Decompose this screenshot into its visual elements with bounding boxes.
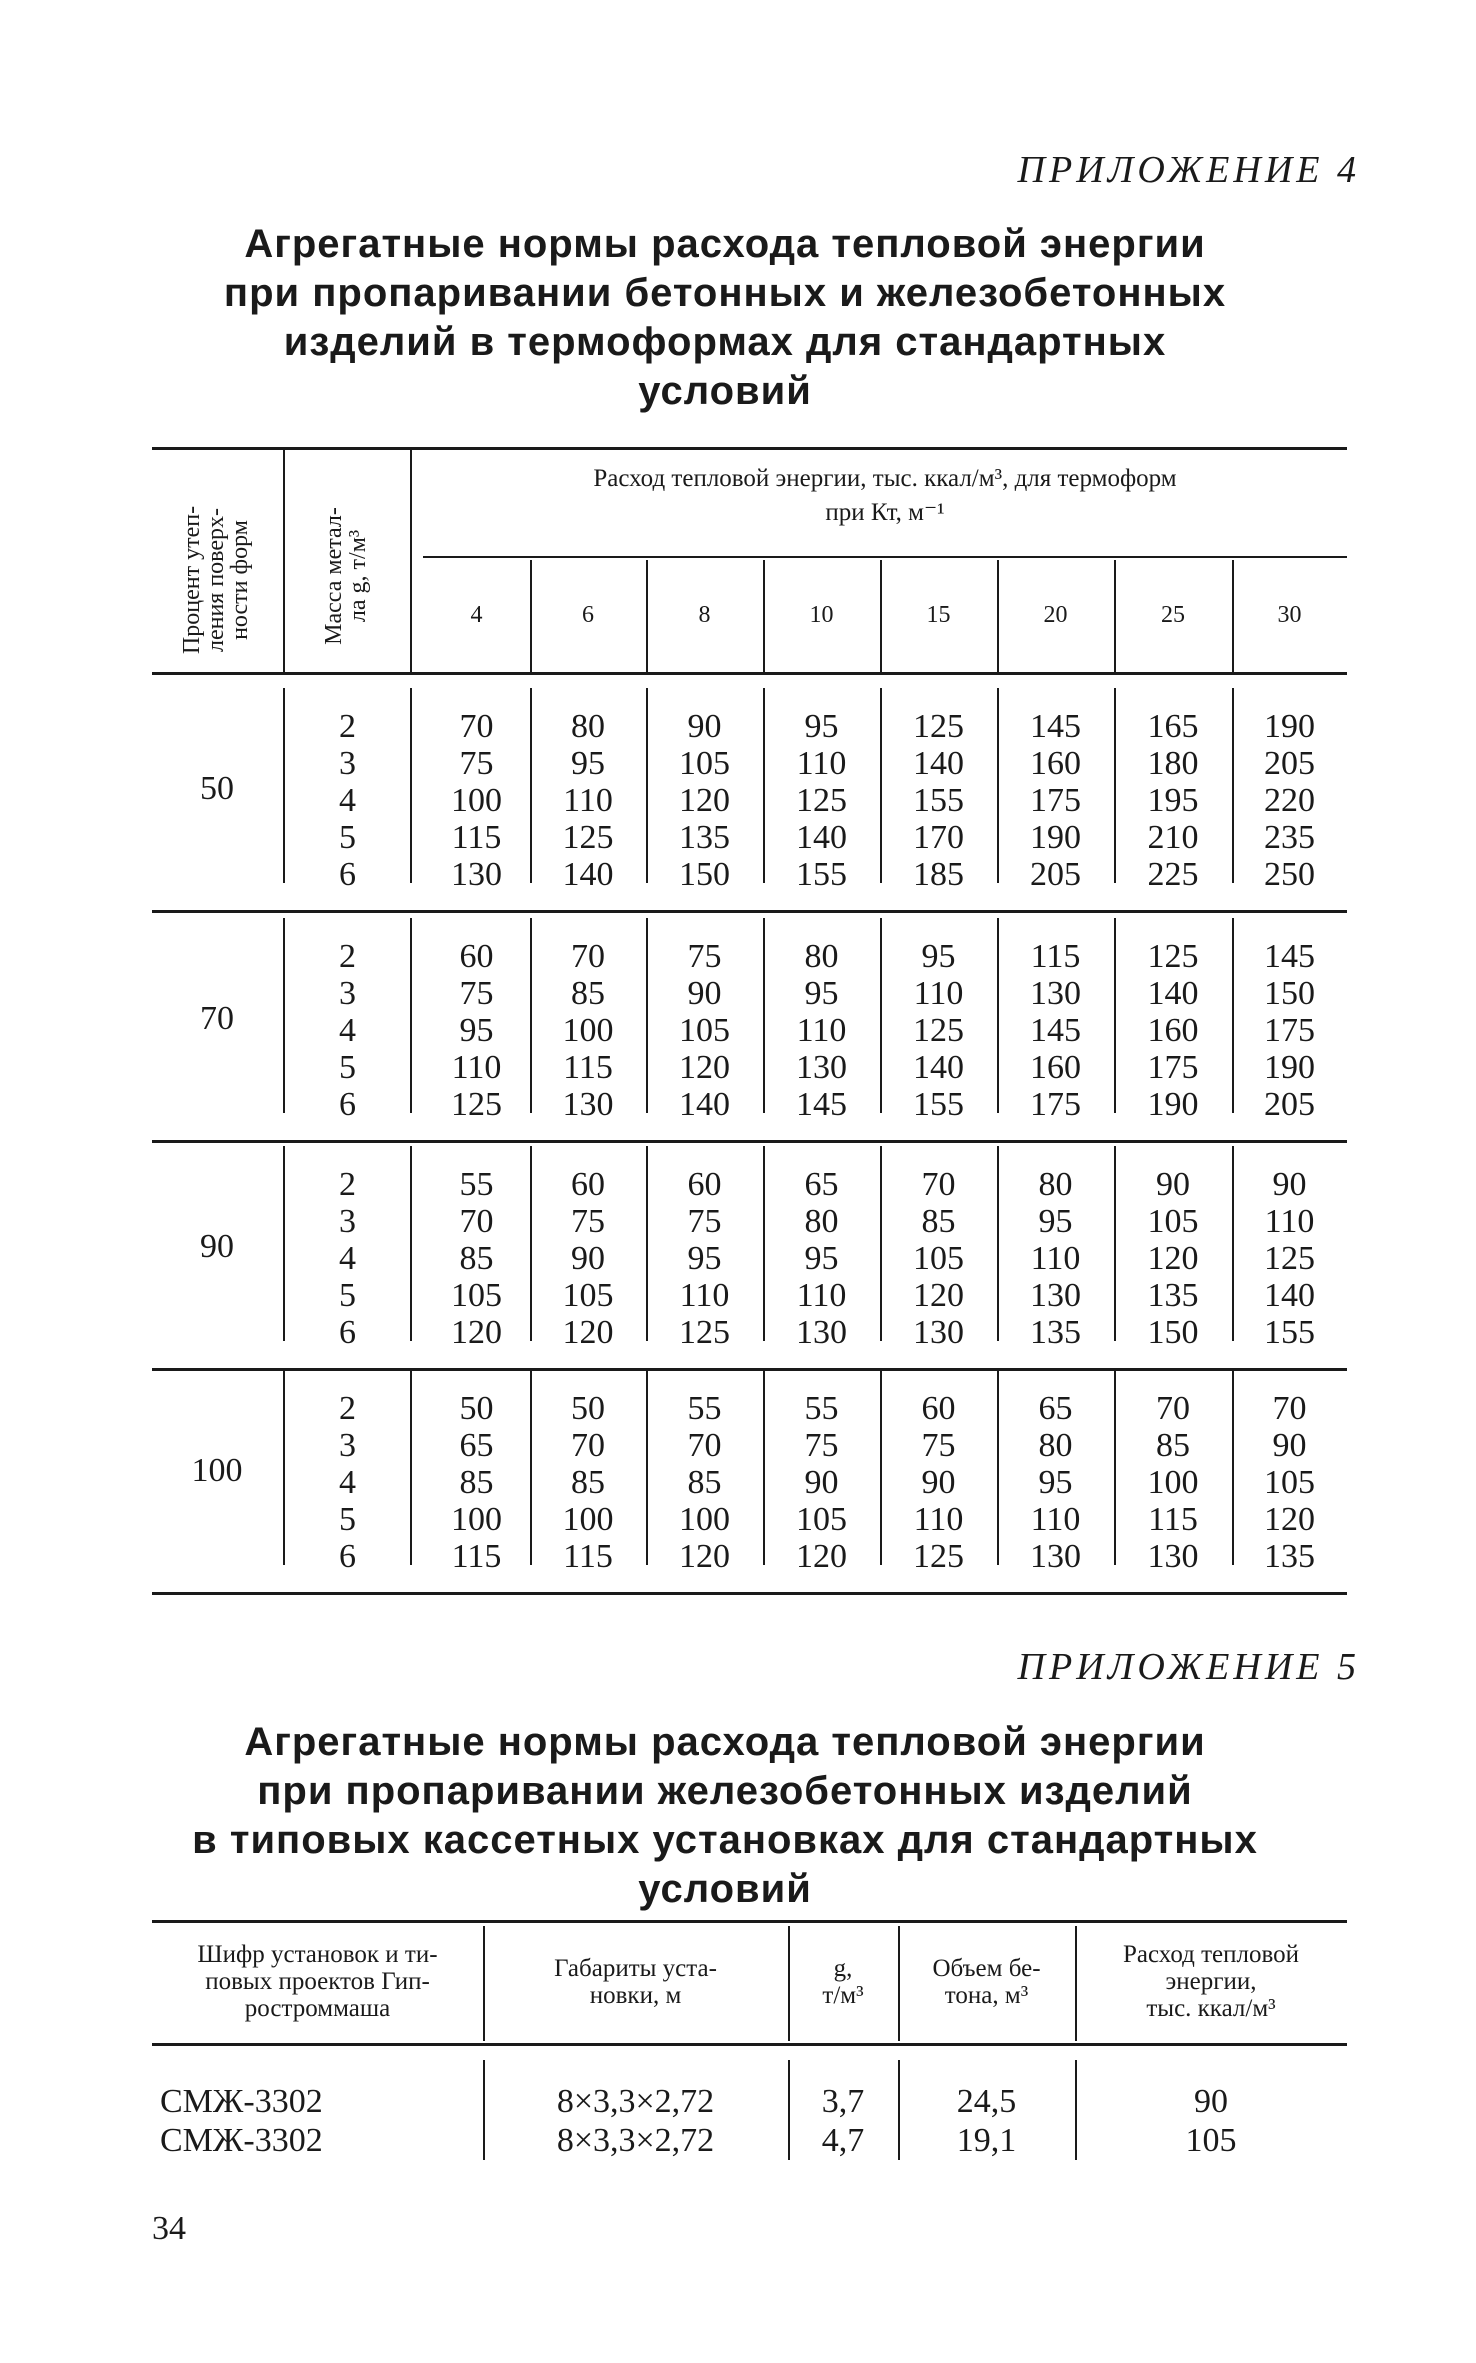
table-cell-column: 80 95 110 130 135 (1030, 1166, 1081, 1351)
kt-value: 30 (1277, 602, 1302, 628)
table-cell: 90 (1194, 2083, 1228, 2120)
table-cell: 24,5 (956, 2083, 1017, 2120)
table-cell-column: 80 95 110 130 145 (796, 938, 847, 1123)
title-line: Агрегатные нормы расхода тепловой энергии (244, 1720, 1206, 1764)
title-line: при пропаривании бетонных и железобетонных (223, 271, 1227, 315)
kt-value: 6 (582, 602, 594, 628)
table-cell-column: 60 75 90 110 125 (913, 1390, 964, 1575)
header-line: Масса метал- (321, 507, 347, 645)
table-cell-column: 165 180 195 210 225 (1147, 708, 1199, 893)
kt-value: 4 (470, 602, 483, 628)
col-header: Габариты уста- новки, м (554, 1955, 717, 2009)
header-line: Расход тепловой энергии, тыс. ккал/м³, для термоформ (593, 465, 1177, 492)
table-cell-column: 60 75 95 110 125 (451, 938, 502, 1123)
col-group-header (425, 462, 1345, 530)
appendix-5-title (150, 1718, 1300, 1914)
title-line: условий (638, 369, 812, 413)
table-cell-column: 60 75 95 110 125 (679, 1166, 730, 1351)
table-cell-column: 65 80 95 110 130 (796, 1166, 847, 1351)
table-top-rule (152, 447, 1347, 450)
col-divider (410, 688, 412, 883)
appendix-4-label: ПРИЛОЖЕНИЕ 4 (1017, 149, 1360, 191)
col-divider (410, 1370, 412, 1565)
table-cell-column: 125 140 155 170 185 (913, 708, 964, 893)
col-header: g, т/м³ (822, 1955, 864, 2009)
table-cell: 105 (1185, 2122, 1237, 2159)
header-divider (283, 450, 285, 672)
table-cell-column: 145 150 175 190 205 (1264, 938, 1315, 1123)
header-line: ления поверх- (203, 507, 229, 653)
percent-value: 50 (200, 770, 234, 807)
table-cell: СМЖ-3302 (160, 2083, 323, 2120)
table-cell-column: 50 65 85 100 115 (451, 1390, 502, 1575)
percent-value: 100 (191, 1452, 243, 1489)
table-cell-column: 70 85 100 115 130 (1147, 1390, 1199, 1575)
mass-values: 2 3 4 5 6 (339, 1390, 356, 1575)
col-header: Расход тепловой энергии, тыс. ккал/м³ (1123, 1941, 1299, 2022)
kt-value: 8 (698, 602, 711, 628)
table-cell-column: 90 105 120 135 150 (679, 708, 730, 893)
table-cell-column: 80 95 110 125 140 (562, 708, 614, 893)
table-cell-column: 65 80 95 110 130 (1030, 1390, 1081, 1575)
title-line: при пропаривании железобетонных изделий (257, 1769, 1193, 1813)
kt-value: 15 (926, 602, 951, 628)
table-cell-column: 95 110 125 140 155 (796, 708, 847, 893)
table-cell: 8×3,3×2,72 (556, 2083, 715, 2120)
table-cell-column: 115 130 145 160 175 (1030, 938, 1081, 1123)
table-cell: 3,7 (821, 2083, 865, 2120)
table-cell-column: 55 70 85 100 120 (679, 1390, 730, 1575)
table-cell: 8×3,3×2,72 (556, 2122, 715, 2159)
table-top-rule (152, 1920, 1347, 1923)
table-cell: 4,7 (821, 2122, 865, 2159)
group-rule (152, 1592, 1347, 1595)
percent-value: 90 (200, 1228, 234, 1265)
table-cell-column: 55 75 90 105 120 (796, 1390, 847, 1575)
group-rule (152, 1368, 1347, 1371)
table-cell-column: 190 205 220 235 250 (1264, 708, 1315, 893)
group-rule (152, 910, 1347, 913)
col-divider (410, 1146, 412, 1341)
title-line: Агрегатные нормы расхода тепловой энергии (244, 222, 1206, 266)
table-cell-column: 70 85 105 120 130 (913, 1166, 964, 1351)
col-header: Объем бе- тона, м³ (932, 1955, 1041, 2009)
col-header: Шифр установок и ти- повых проектов Гип- ростроммаша (197, 1941, 438, 2022)
title-line: в типовых кассетных установках для стандартных (192, 1818, 1258, 1862)
table-cell-column: 55 70 85 105 120 (451, 1166, 502, 1351)
header-line: Процент утеп- (179, 505, 205, 655)
table-cell-column: 90 105 120 135 150 (1147, 1166, 1199, 1351)
mass-values: 2 3 4 5 6 (339, 938, 356, 1123)
table-cell-column: 125 140 160 175 190 (1147, 938, 1199, 1123)
table-cell-column: 70 85 100 115 130 (562, 938, 614, 1123)
table-cell-column: 70 75 100 115 130 (451, 708, 502, 893)
header-line: ности форм (227, 520, 253, 640)
appendix-4-title (150, 220, 1300, 416)
col-header-mass (322, 471, 370, 681)
table-cell: СМЖ-3302 (160, 2122, 323, 2159)
table-cell-column: 145 160 175 190 205 (1030, 708, 1081, 893)
kt-value: 20 (1043, 602, 1068, 628)
header-bottom-rule (152, 2043, 1347, 2046)
title-line: условий (638, 1867, 812, 1911)
page-number: 34 (152, 2210, 186, 2247)
header-divider (410, 450, 412, 672)
group-header-rule (423, 556, 1347, 558)
header-line: ла g, т/м³ (345, 529, 371, 623)
table-cell-column: 60 75 90 105 120 (562, 1166, 614, 1351)
table-cell-column: 50 70 85 100 115 (562, 1390, 614, 1575)
kt-value: 10 (809, 602, 834, 628)
appendix-5-label: ПРИЛОЖЕНИЕ 5 (1017, 1646, 1360, 1688)
table-cell-column: 70 90 105 120 135 (1264, 1390, 1315, 1575)
group-rule (152, 1140, 1347, 1143)
col-divider (410, 918, 412, 1113)
title-line: изделий в термоформах для стандартных (283, 320, 1167, 364)
table-cell-column: 95 110 125 140 155 (913, 938, 964, 1123)
table-cell-column: 90 110 125 140 155 (1264, 1166, 1315, 1351)
kt-value: 25 (1161, 602, 1185, 628)
table-cell-column: 75 90 105 120 140 (679, 938, 730, 1123)
mass-values: 2 3 4 5 6 (339, 1166, 356, 1351)
header-line: при Кт, м⁻¹ (825, 499, 945, 526)
mass-values: 2 3 4 5 6 (339, 708, 356, 893)
percent-value: 70 (200, 1000, 234, 1037)
table-cell: 19,1 (956, 2122, 1017, 2159)
col-header-percent (180, 475, 252, 685)
